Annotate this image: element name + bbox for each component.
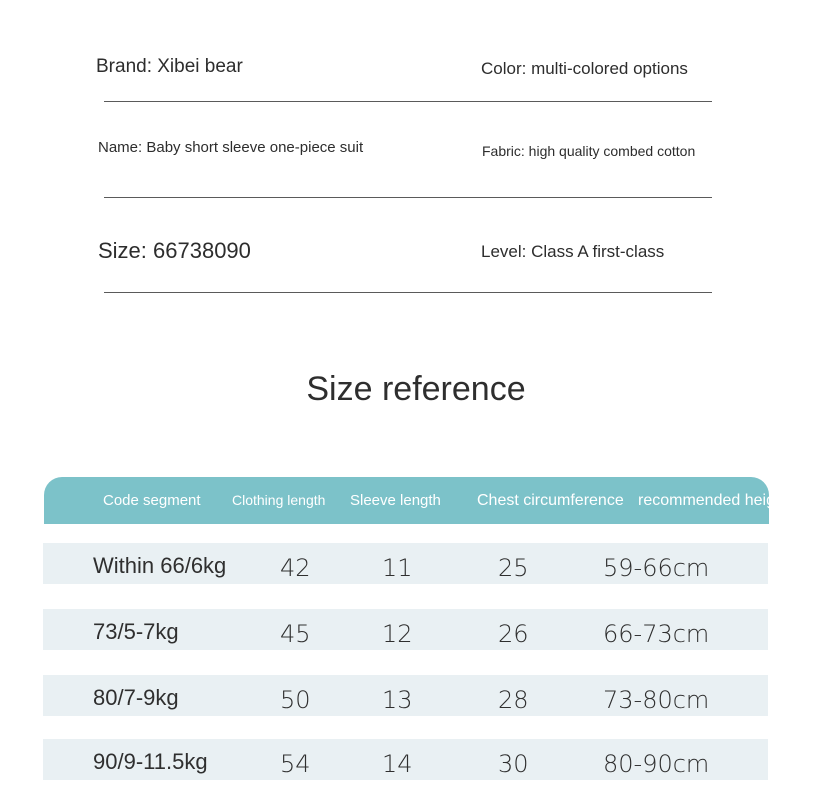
clothing-length-cell: 45 [280,620,311,648]
code-segment-cell: 90/9-11.5kg [93,749,208,774]
header-chest-circumference: Chest circumference [477,492,624,509]
divider-2 [104,197,712,198]
chest-circumference-cell: 25 [498,554,529,582]
level-spec: Level: Class A first-class [481,242,665,261]
recommended-height-cell: 66-73cm [603,620,710,648]
code-segment-cell: 80/7-9kg [93,685,179,710]
header-code-segment: Code segment [103,492,201,509]
size-spec: Size: 66738090 [98,238,251,263]
clothing-length-cell: 54 [280,750,311,778]
section-title: Size reference [306,370,526,408]
header-recommended-height: recommended height [638,492,789,509]
chest-circumference-cell: 28 [498,686,529,714]
color-spec: Color: multi-colored options [481,59,688,78]
header-sleeve-length: Sleeve length [350,492,441,509]
sleeve-length-cell: 12 [382,620,413,648]
table-row [43,739,768,780]
recommended-height-cell: 73-80cm [603,686,710,714]
sleeve-length-cell: 14 [382,750,413,778]
table-row [43,543,768,584]
divider-3 [104,292,712,293]
table-header [44,477,789,524]
name-spec: Name: Baby short sleeve one-piece suit [98,139,364,156]
code-segment-cell: 73/5-7kg [93,619,179,644]
divider-1 [104,101,712,102]
table-row [43,609,768,650]
header-clothing-length: Clothing length [232,492,326,508]
recommended-height-cell: 59-66cm [603,554,710,582]
chest-circumference-cell: 30 [498,750,529,778]
clothing-length-cell: 50 [280,686,311,714]
brand-spec: Brand: Xibei bear [96,56,243,77]
sleeve-length-cell: 13 [382,686,413,714]
fabric-spec: Fabric: high quality combed cotton [482,143,696,159]
chest-circumference-cell: 26 [498,620,529,648]
code-segment-cell: Within 66/6kg [93,553,227,578]
recommended-height-cell: 80-90cm [603,750,710,778]
sleeve-length-cell: 11 [382,554,413,582]
table-row [43,675,768,716]
clothing-length-cell: 42 [280,554,311,582]
